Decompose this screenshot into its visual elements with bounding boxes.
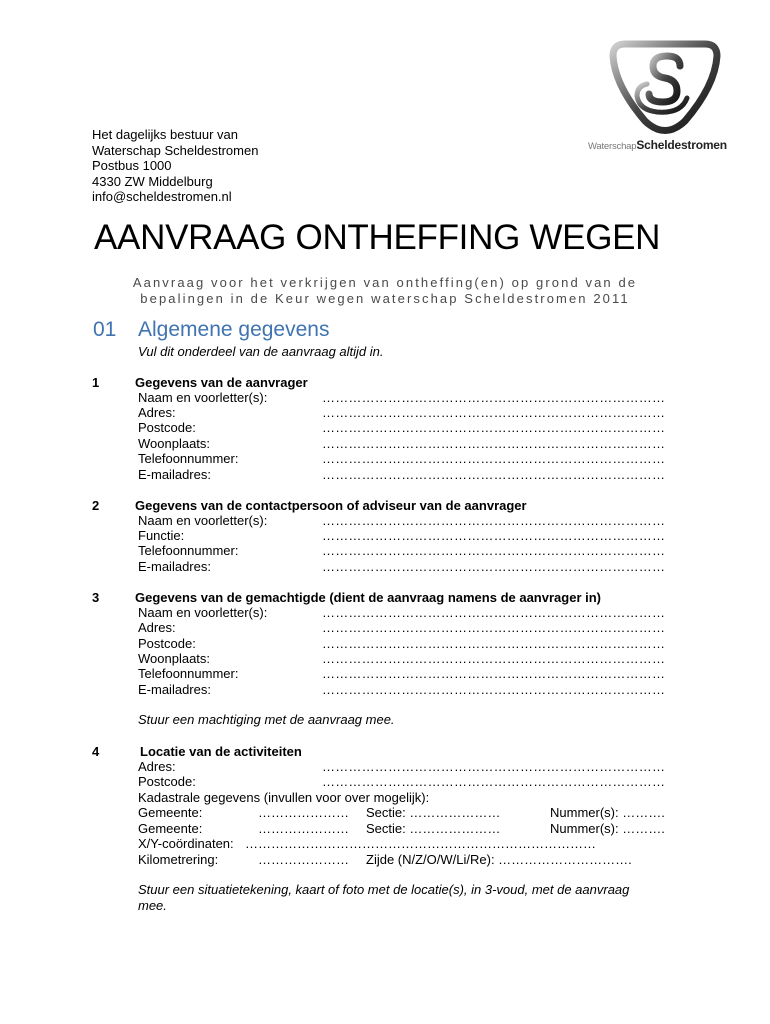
page-title: AANVRAAG ONTHEFFING WEGEN	[94, 218, 661, 257]
sectie-field[interactable]: Sectie: …………………	[366, 821, 501, 836]
field-label: Postcode:	[138, 774, 196, 789]
sender-line: Postbus 1000	[92, 158, 172, 173]
sender-address	[92, 127, 258, 205]
field-blank[interactable]: …………………	[258, 821, 349, 836]
sender-line: Het dagelijks bestuur van	[92, 127, 238, 142]
sender-line: Waterschap Scheldestromen	[92, 142, 259, 158]
field-blank[interactable]: ……………………………………………………………………	[322, 759, 666, 774]
field-label: E-mailadres:	[138, 467, 211, 482]
nummer-field[interactable]: Nummer(s): ……….	[550, 821, 665, 836]
field-blank[interactable]: ……………………………………………………………………	[322, 451, 666, 466]
field-blank[interactable]: ……………………………………………………………………	[322, 651, 666, 666]
field-label: Functie:	[138, 528, 185, 543]
field-blank[interactable]: …………………	[258, 852, 349, 867]
field-blank[interactable]: ……………………………………………………………………	[322, 405, 666, 420]
field-label: X/Y-coördinaten:	[138, 836, 234, 851]
field-blank[interactable]: ……………………………………………………………………	[322, 636, 666, 651]
field-blank[interactable]: ……………………………………………………………………	[322, 774, 666, 789]
machtiging-note: Stuur een machtiging met de aanvraag mee.	[138, 712, 395, 727]
field-blank[interactable]: ……………………………………………………………………	[322, 620, 666, 635]
field-label: E-mailadres:	[138, 682, 211, 697]
field-blank[interactable]: ……………………………………………………………………	[322, 513, 666, 528]
field-blank[interactable]: ……………………………………………………………………	[322, 559, 666, 574]
logo-mark-icon	[585, 36, 743, 136]
field-label: Postcode:	[138, 636, 196, 651]
situatie-note: Stuur een situatietekening, kaart of foto met de locatie(s), in 3-voud, met de aanvraag	[138, 882, 630, 897]
field-blank[interactable]: ……………………………………………………………………	[322, 682, 666, 697]
field-blank[interactable]: ……………………………………………………………………	[322, 543, 666, 558]
field-label: Postcode:	[138, 420, 196, 435]
logo-prefix: Waterschap	[588, 141, 637, 152]
field-blank[interactable]: ……………………………………………………………………	[322, 420, 666, 435]
field-label: Adres:	[138, 405, 176, 420]
nummer-field[interactable]: Nummer(s): ……….	[550, 805, 665, 820]
field-label: Telefoonnummer:	[138, 666, 239, 681]
field-label: Woonplaats:	[138, 436, 211, 451]
section-number: 01	[93, 318, 117, 341]
sender-email: info@scheldestromen.nl	[92, 189, 232, 204]
field-blank[interactable]: ……………………………………………………………………	[322, 666, 666, 681]
kadastraal-label: Kadastrale gegevens (invullen voor over mogelijk):	[138, 790, 430, 805]
field-blank[interactable]: ……………………………………………………………………	[322, 528, 666, 543]
field-blank[interactable]: …………………	[258, 805, 349, 820]
field-label: Kilometrering:	[138, 852, 219, 867]
subtitle	[80, 275, 690, 307]
question-heading: Gegevens van de contactpersoon of adviseur van de aanvrager	[135, 498, 527, 513]
zijde-field[interactable]: Zijde (N/Z/O/W/Li/Re): ………………………….	[366, 852, 632, 867]
field-blank[interactable]: ……………………………………………………………………	[322, 390, 666, 405]
sender-line: 4330 ZW Middelburg	[92, 173, 213, 189]
field-label: Gemeente:	[138, 805, 203, 820]
field-label: Gemeente:	[138, 821, 203, 836]
section-title: Algemene gegevens	[138, 318, 330, 341]
question-number: 4	[92, 744, 100, 759]
field-label: Naam en voorletter(s):	[138, 513, 268, 528]
question-heading: Gegevens van de gemachtigde (dient de aanvraag namens de aanvrager in)	[135, 590, 601, 605]
field-blank[interactable]: ……………………………………………………………………	[322, 436, 666, 451]
situatie-note: mee.	[138, 898, 167, 913]
section-note: Vul dit onderdeel van de aanvraag altijd in.	[138, 344, 384, 359]
sectie-field[interactable]: Sectie: …………………	[366, 805, 501, 820]
subtitle-line: Aanvraag voor het verkrijgen van ontheffing(en) op grond van de	[132, 275, 638, 290]
field-label: Adres:	[138, 759, 176, 774]
field-label: Naam en voorletter(s):	[138, 390, 268, 405]
field-label: Woonplaats:	[138, 651, 211, 666]
scheldestromen-logo	[585, 36, 743, 158]
subtitle-line: bepalingen in de Keur wegen waterschap Scheldestromen 2011	[140, 291, 630, 306]
logo-name: Scheldestromen	[636, 138, 727, 152]
field-label: Telefoonnummer:	[138, 451, 239, 466]
logo-wordmark	[588, 138, 727, 152]
question-number: 1	[92, 375, 100, 390]
field-blank[interactable]: ………………………………………………………………………	[245, 836, 596, 851]
field-label: Adres:	[138, 620, 176, 635]
field-label: E-mailadres:	[138, 559, 211, 574]
question-number: 3	[92, 590, 100, 605]
field-label: Naam en voorletter(s):	[138, 605, 268, 620]
field-label: Telefoonnummer:	[138, 543, 239, 558]
field-blank[interactable]: ……………………………………………………………………	[322, 605, 666, 620]
field-blank[interactable]: ……………………………………………………………………	[322, 467, 666, 482]
question-number: 2	[92, 498, 100, 513]
question-heading: Gegevens van de aanvrager	[135, 375, 308, 390]
question-heading: Locatie van de activiteiten	[140, 744, 302, 759]
